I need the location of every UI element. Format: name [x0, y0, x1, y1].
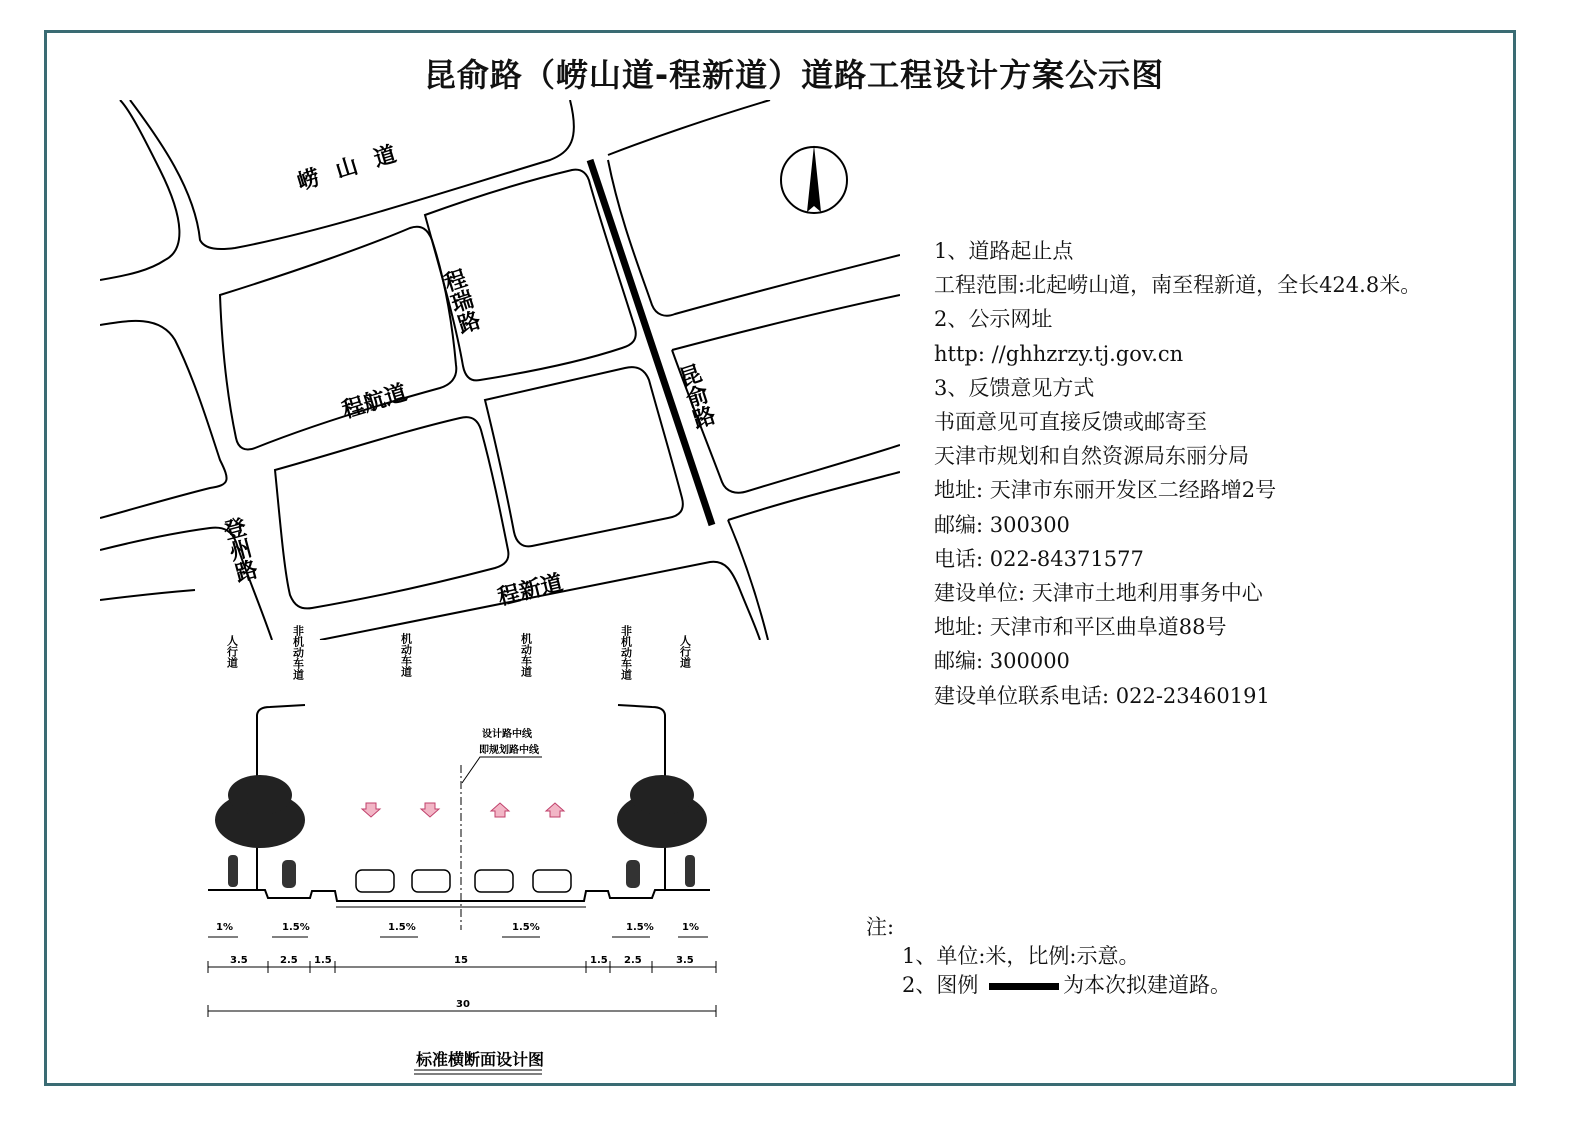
lane-label: 非机动车道 [291, 625, 305, 680]
block-outline [220, 227, 456, 450]
road-label-laoshan: 崂山道 [294, 136, 417, 196]
notes-heading: 注: [866, 915, 895, 939]
note-item-legend [866, 971, 1366, 1000]
block-outline [100, 100, 179, 280]
info-line: 天津市规划和自然资源局东丽分局 [934, 444, 1249, 469]
width-label: 2.5 [624, 955, 642, 966]
slope-label: 1.5% [388, 922, 416, 933]
block-outline [672, 295, 900, 350]
slope-label: 1% [216, 922, 233, 933]
info-line: 地址: 天津市东丽开发区二经路增2号 [934, 478, 1277, 503]
block-outline [728, 472, 900, 520]
block-outline [608, 160, 900, 316]
section-caption: 标准横断面设计图 [416, 1050, 545, 1069]
proposed-road-kunyu [590, 160, 712, 525]
page-title: 昆俞路（崂山道-程新道）道路工程设计方案公示图 [423, 56, 1165, 94]
block-outline [100, 590, 195, 600]
north-arrow-icon [781, 145, 847, 213]
car-icon [356, 870, 571, 892]
info-line: 建设单位: 天津市土地利用事务中心 [934, 581, 1263, 606]
cross-section-drawing [190, 615, 750, 1085]
slope-label: 1.5% [282, 922, 310, 933]
info-line: 工程范围:北起崂山道，南至程新道，全长424.8米。 [934, 273, 1422, 298]
note-legend-suffix: 为本次拟建道路。 [1063, 973, 1232, 997]
road-label-chenghang: 程航道 [339, 380, 410, 424]
block-outline [275, 417, 508, 608]
width-label: 1.5 [314, 955, 332, 966]
width-label: 2.5 [280, 955, 298, 966]
info-line: http: //ghhzrzy.tj.gov.cn [934, 341, 1184, 366]
note-item: 1、单位:米，比例:示意。 [902, 944, 1140, 968]
block-outline [608, 100, 770, 155]
slope-label: 1.5% [512, 922, 540, 933]
info-line: 3、反馈意见方式 [934, 375, 1095, 400]
slope-label: 1.5% [626, 922, 654, 933]
note-legend-prefix: 2、图例 [902, 973, 979, 997]
road-label-chengrui: 程瑞路 [438, 266, 483, 337]
lane-label: 机动车道 [519, 633, 533, 677]
slope-label: 1% [682, 922, 699, 933]
info-line: 邮编: 300300 [934, 512, 1070, 537]
width-label: 3.5 [230, 955, 248, 966]
info-line: 2、公示网址 [934, 307, 1053, 332]
direction-arrow-icon [362, 803, 564, 817]
road-label-dengzhou: 登州路 [217, 514, 260, 585]
project-info [934, 234, 1534, 713]
centerline-label: 即规划路中线 [479, 745, 539, 756]
info-line: 1、道路起止点 [934, 239, 1074, 263]
lane-label: 机动车道 [399, 633, 413, 677]
width-label: 3.5 [676, 955, 694, 966]
road-label-chengxin: 程新道 [495, 570, 566, 611]
info-line: 邮编: 300000 [934, 649, 1070, 674]
road-label-kunyu: 昆俞路 [673, 361, 718, 432]
lane-label: 人行道 [678, 635, 692, 668]
site-map [100, 100, 900, 640]
lane-label: 人行道 [225, 635, 239, 668]
info-line: 建设单位联系电话: 022-23460191 [934, 683, 1270, 708]
centerline-label: 设计路中线 [482, 729, 532, 740]
width-label: 1.5 [590, 955, 608, 966]
legend-proposed-road-icon [989, 983, 1059, 990]
width-label: 15 [454, 955, 468, 966]
block-outline [485, 367, 683, 546]
road-surface-line [208, 890, 710, 901]
info-line: 电话: 022-84371577 [934, 546, 1144, 571]
info-line: 地址: 天津市和平区曲阜道88号 [934, 615, 1227, 640]
info-line: 书面意见可直接反馈或邮寄至 [934, 410, 1207, 435]
total-width-label: 30 [456, 999, 470, 1010]
notes [866, 913, 1366, 1000]
lane-label: 非机动车道 [619, 625, 633, 680]
leader-line [462, 757, 542, 783]
block-outline [100, 321, 227, 518]
